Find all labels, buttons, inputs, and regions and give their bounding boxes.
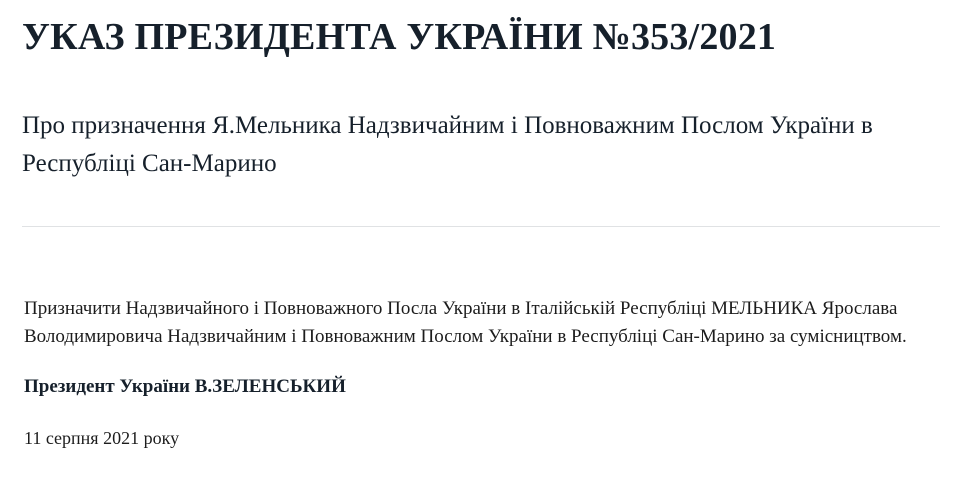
divider: [22, 226, 940, 227]
document-signature: Президент України В.ЗЕЛЕНСЬКИЙ: [24, 376, 346, 397]
document-body-text: Призначити Надзвичайного і Повноважного Посла України в Італійській Республіці МЕЛЬНИКА Ярослава Володимировича Надзвичайним і Повноважним Послом України в Республіці Сан-Марино за сумісництвом.: [24, 298, 907, 347]
document-subtitle: Про призначення Я.Мельника Надзвичайним і Повноважним Послом України в Республіці Сан-Марино: [22, 112, 873, 177]
document-date: 11 серпня 2021 року: [24, 428, 180, 448]
page-title: УКАЗ ПРЕЗИДЕНТА УКРАЇНИ №353/2021: [22, 16, 777, 58]
